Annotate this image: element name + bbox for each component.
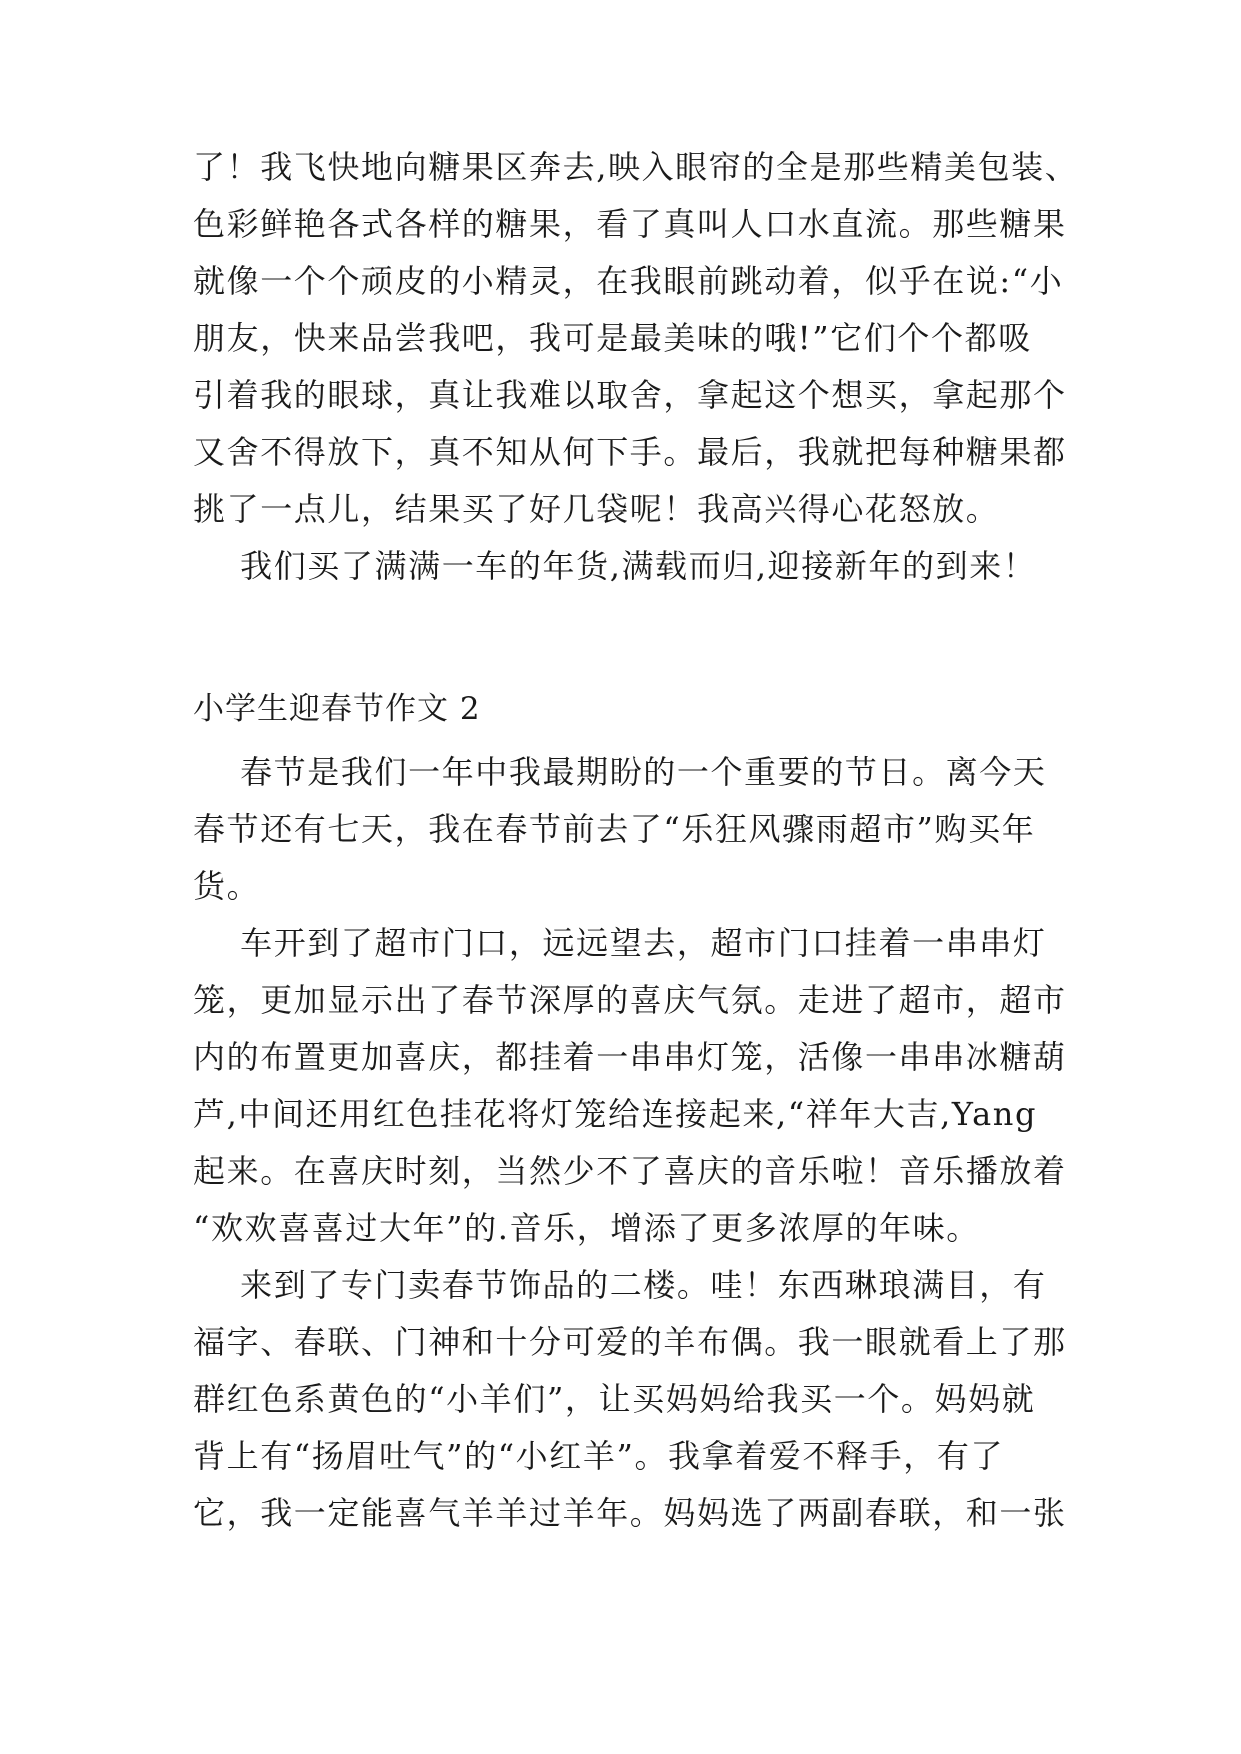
- paragraph-line: 起来。在喜庆时刻，当然少不了喜庆的音乐啦！音乐播放着: [193, 1152, 1067, 1190]
- paragraph-line: 春节还有七天，我在春节前去了“乐狂风骤雨超市”购买年: [193, 810, 1036, 848]
- paragraph-line: 色彩鲜艳各式各样的糖果，看了真叫人口水直流。那些糖果: [193, 205, 1067, 243]
- essay-heading: 小学生迎春节作文 2: [193, 691, 481, 727]
- paragraph-line: 挑了一点儿，结果买了好几袋呢！我高兴得心花怒放。: [193, 490, 1000, 528]
- paragraph-line: 我们买了满满一车的年货,满载而归,迎接新年的到来！: [193, 547, 1037, 585]
- paragraph-line: 车开到了超市门口，远远望去，超市门口挂着一串串灯: [193, 924, 1047, 962]
- paragraph-line: 春节是我们一年中我最期盼的一个重要的节日。离今天: [193, 753, 1047, 791]
- paragraph-line: 引着我的眼球，真让我难以取舍，拿起这个想买，拿起那个: [193, 376, 1067, 414]
- essay-section-2: [193, 744, 1073, 1542]
- paragraph-line: “欢欢喜喜过大年”的.音乐，增添了更多浓厚的年味。: [193, 1209, 980, 1247]
- paragraph-line: 就像一个个顽皮的小精灵，在我眼前跳动着，似乎在说:“小: [193, 262, 1064, 300]
- paragraph-line: 笼，更加显示出了春节深厚的喜庆气氛。走进了超市，超市: [193, 981, 1067, 1019]
- essay-section-1: [193, 139, 1079, 595]
- paragraph-line: 了！我飞快地向糖果区奔去,映入眼帘的全是那些精美包装、: [193, 148, 1079, 186]
- paragraph-line: 内的布置更加喜庆，都挂着一串串灯笼，活像一串串冰糖葫: [193, 1038, 1067, 1076]
- paragraph-line: 它，我一定能喜气羊羊过羊年。妈妈选了两副春联，和一张: [193, 1494, 1067, 1532]
- paragraph-line: 福字、春联、门神和十分可爱的羊布偶。我一眼就看上了那: [193, 1323, 1067, 1361]
- paragraph-line: 群红色系黄色的“小羊们”，让买妈妈给我买一个。妈妈就: [193, 1380, 1036, 1418]
- paragraph-line: 背上有“扬眉吐气”的“小红羊”。我拿着爱不释手，有了: [193, 1437, 1005, 1475]
- paragraph-line: 朋友，快来品尝我吧，我可是最美味的哦!”它们个个都吸: [193, 319, 1032, 357]
- paragraph-line: 来到了专门卖春节饰品的二楼。哇！东西琳琅满目，有: [193, 1266, 1047, 1304]
- paragraph-line: 货。: [193, 867, 261, 905]
- paragraph-line: 芦,中间还用红色挂花将灯笼给连接起来,“祥年大吉,Yang: [193, 1095, 1038, 1133]
- paragraph-line: 又舍不得放下，真不知从何下手。最后，我就把每种糖果都: [193, 433, 1067, 471]
